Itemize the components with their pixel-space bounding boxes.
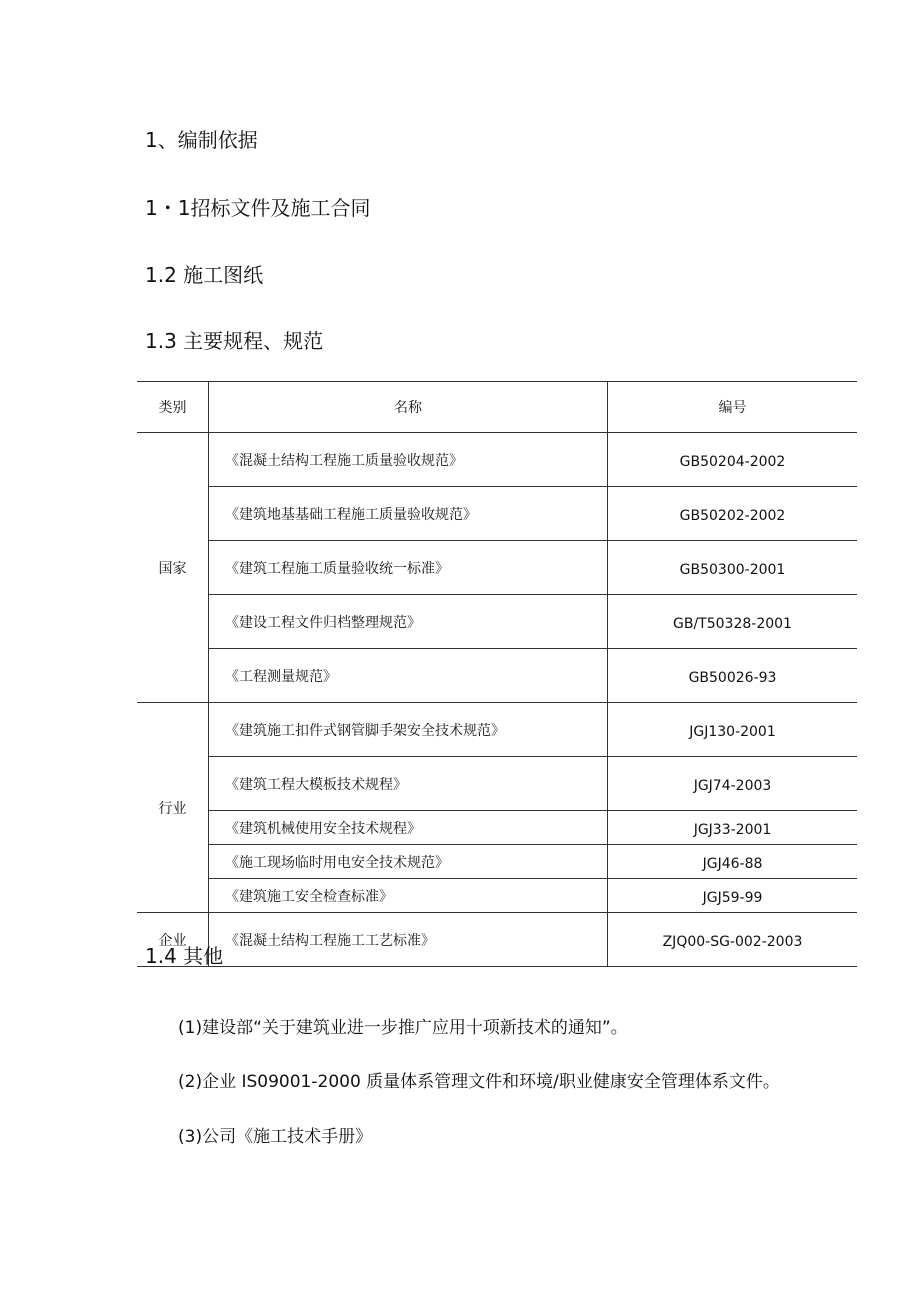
table-row — [137, 703, 857, 757]
regulation-code: GB50204-2002 — [608, 433, 858, 487]
category-cell: 国家 — [137, 433, 209, 703]
heading-regulations: 1.3 主要规程、规范 — [145, 329, 324, 353]
heading-other: 1.4 其他 — [145, 944, 224, 968]
table-row — [137, 487, 857, 541]
table-row — [137, 649, 857, 703]
regulation-name: 《混凝土结构工程施工质量验收规范》 — [209, 433, 608, 487]
table-row — [137, 811, 857, 845]
regulation-code: JGJ74-2003 — [608, 757, 858, 811]
regulation-name: 《工程测量规范》 — [209, 649, 608, 703]
regulation-name: 《施工现场临时用电安全技术规范》 — [209, 845, 608, 879]
regulations-table — [137, 381, 857, 967]
regulation-code: JGJ46-88 — [608, 845, 858, 879]
regulation-code: JGJ33-2001 — [608, 811, 858, 845]
header-name: 名称 — [209, 382, 608, 433]
heading-basis: 1、编制依据 — [145, 128, 258, 152]
heading-tender-docs: 1・1招标文件及施工合同 — [145, 196, 371, 220]
table-row — [137, 595, 857, 649]
other-item-3: (3)公司《施工技术手册》 — [178, 1127, 373, 1147]
regulation-name: 《建筑施工安全检查标准》 — [209, 879, 608, 913]
table-row — [137, 433, 857, 487]
regulation-name: 《建筑工程大模板技术规程》 — [209, 757, 608, 811]
table-row — [137, 845, 857, 879]
regulation-name: 《建筑机械使用安全技术规程》 — [209, 811, 608, 845]
heading-drawings: 1.2 施工图纸 — [145, 263, 264, 287]
regulation-code: ZJQ00-SG-002-2003 — [608, 913, 858, 967]
regulation-code: GB50202-2002 — [608, 487, 858, 541]
other-item-2: (2)企业 IS09001-2000 质量体系管理文件和环境/职业健康安全管理体系文件。 — [178, 1072, 780, 1092]
table-row — [137, 541, 857, 595]
category-cell: 企业 — [137, 913, 209, 967]
table-row — [137, 879, 857, 913]
regulation-name: 《建筑施工扣件式钢管脚手架安全技术规范》 — [209, 703, 608, 757]
table-row — [137, 913, 857, 967]
header-code: 编号 — [608, 382, 858, 433]
category-cell: 行业 — [137, 703, 209, 913]
regulation-code: GB50300-2001 — [608, 541, 858, 595]
regulation-name: 《建筑工程施工质量验收统一标准》 — [209, 541, 608, 595]
regulation-name: 《混凝土结构工程施工工艺标准》 — [209, 913, 608, 967]
regulation-code: JGJ59-99 — [608, 879, 858, 913]
regulation-code: JGJ130-2001 — [608, 703, 858, 757]
table-row — [137, 757, 857, 811]
table-header-row — [137, 382, 857, 433]
regulation-name: 《建设工程文件归档整理规范》 — [209, 595, 608, 649]
regulation-code: GB/T50328-2001 — [608, 595, 858, 649]
header-category: 类别 — [137, 382, 209, 433]
regulation-code: GB50026-93 — [608, 649, 858, 703]
other-item-1: (1)建设部“关于建筑业进一步推广应用十项新技术的通知”。 — [178, 1018, 628, 1038]
regulation-name: 《建筑地基基础工程施工质量验收规范》 — [209, 487, 608, 541]
